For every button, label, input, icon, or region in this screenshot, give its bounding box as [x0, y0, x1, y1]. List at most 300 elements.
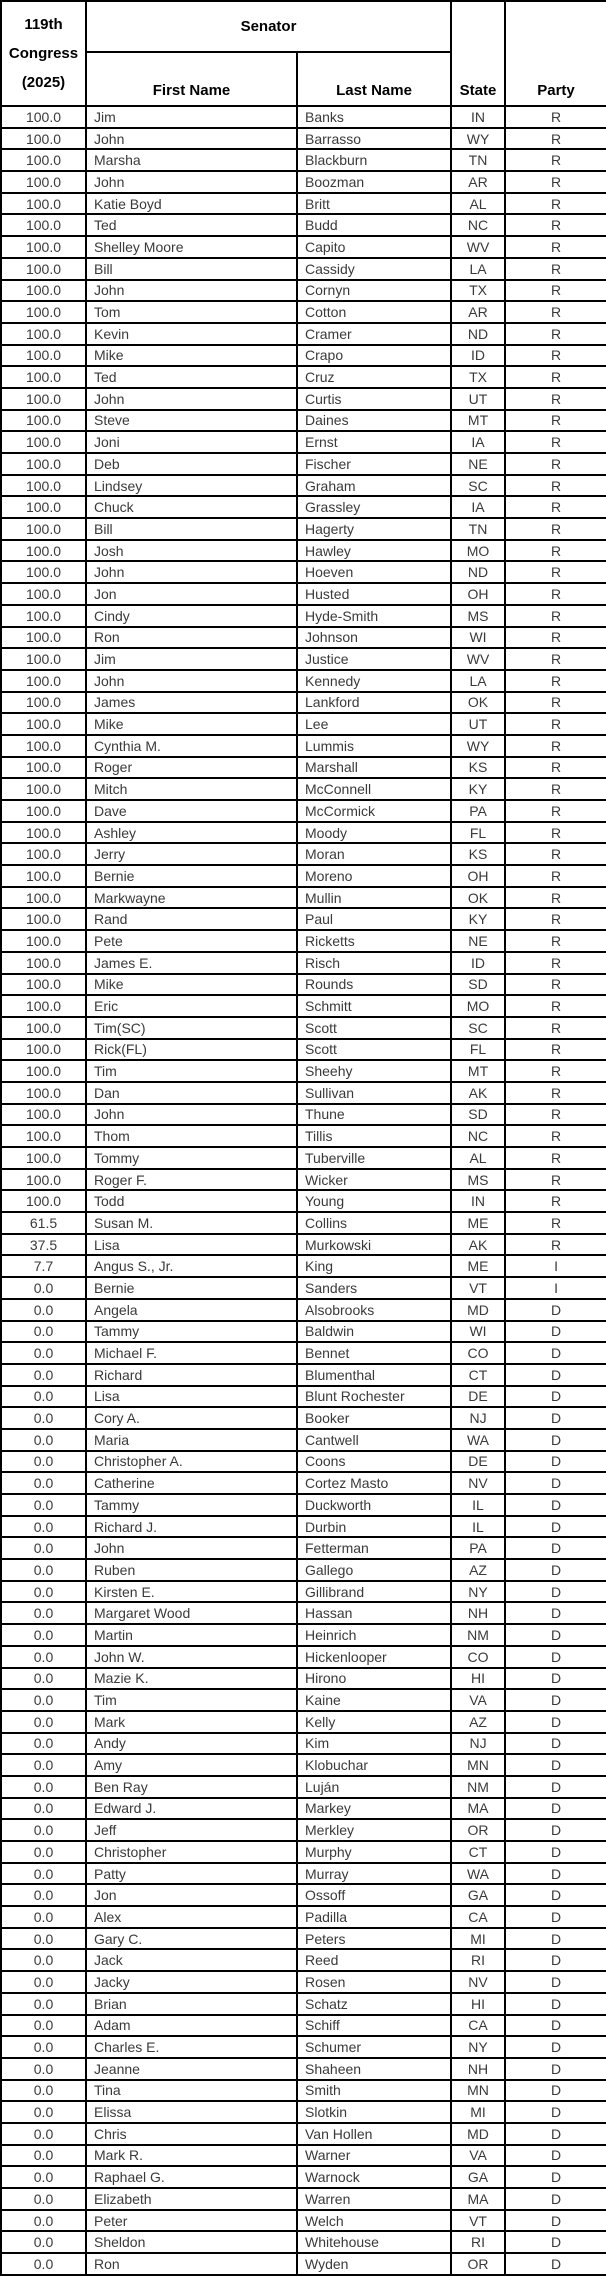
last-name-cell: Murphy: [297, 1841, 451, 1863]
state-cell: OR: [451, 1819, 505, 1841]
state-cell: AK: [451, 1082, 505, 1104]
party-cell: R: [505, 865, 606, 887]
state-cell: IN: [451, 1190, 505, 1212]
table-row: [1, 1993, 606, 2015]
table-row: [1, 2188, 606, 2210]
party-cell: R: [505, 366, 606, 388]
last-name-column-header: Last Name: [297, 52, 451, 106]
state-cell: CA: [451, 1906, 505, 1928]
first-name-cell: Mazie K.: [86, 1668, 297, 1690]
state-cell: SD: [451, 1104, 505, 1126]
party-cell: R: [505, 843, 606, 865]
first-name-cell: Todd: [86, 1190, 297, 1212]
first-name-cell: Alex: [86, 1906, 297, 1928]
party-cell: D: [505, 1386, 606, 1408]
score-cell: 100.0: [1, 930, 86, 952]
score-cell: 0.0: [1, 1364, 86, 1386]
score-cell: 0.0: [1, 1602, 86, 1624]
first-name-cell: Rand: [86, 908, 297, 930]
last-name-cell: Blackburn: [297, 149, 451, 171]
score-cell: 0.0: [1, 1819, 86, 1841]
table-row: [1, 865, 606, 887]
state-cell: KY: [451, 778, 505, 800]
table-row: [1, 952, 606, 974]
party-cell: D: [505, 1494, 606, 1516]
state-cell: FL: [451, 822, 505, 844]
score-cell: 100.0: [1, 800, 86, 822]
score-cell: 100.0: [1, 627, 86, 649]
last-name-cell: Marshall: [297, 757, 451, 779]
party-cell: R: [505, 735, 606, 757]
last-name-cell: Rosen: [297, 1971, 451, 1993]
party-cell: R: [505, 453, 606, 475]
first-name-cell: Mark R.: [86, 2145, 297, 2167]
first-name-cell: Michael F.: [86, 1342, 297, 1364]
state-cell: MI: [451, 1928, 505, 1950]
score-cell: 100.0: [1, 1125, 86, 1147]
table-row: [1, 1039, 606, 1061]
score-cell: 0.0: [1, 1559, 86, 1581]
state-cell: NH: [451, 1602, 505, 1624]
last-name-cell: Mullin: [297, 887, 451, 909]
score-cell: 0.0: [1, 1646, 86, 1668]
first-name-cell: Ted: [86, 366, 297, 388]
party-cell: D: [505, 1646, 606, 1668]
state-cell: WV: [451, 648, 505, 670]
party-cell: R: [505, 149, 606, 171]
last-name-cell: Graham: [297, 475, 451, 497]
party-cell: R: [505, 214, 606, 236]
party-cell: D: [505, 2253, 606, 2275]
table-row: [1, 1516, 606, 1538]
score-cell: 0.0: [1, 1516, 86, 1538]
congress-header-line3: (2025): [21, 74, 66, 91]
state-cell: AL: [451, 1147, 505, 1169]
first-name-cell: Lisa: [86, 1234, 297, 1256]
first-name-cell: Chris: [86, 2123, 297, 2145]
table-row: [1, 995, 606, 1017]
score-cell: 0.0: [1, 1451, 86, 1473]
state-cell: NJ: [451, 1733, 505, 1755]
table-row: [1, 908, 606, 930]
last-name-cell: Collins: [297, 1212, 451, 1234]
score-cell: 0.0: [1, 1624, 86, 1646]
party-cell: R: [505, 1169, 606, 1191]
last-name-cell: Schumer: [297, 2036, 451, 2058]
last-name-cell: Slotkin: [297, 2101, 451, 2123]
score-cell: 100.0: [1, 258, 86, 280]
party-cell: D: [505, 2080, 606, 2102]
first-name-cell: Tina: [86, 2080, 297, 2102]
congress-header-line2: Congress: [8, 45, 79, 62]
state-cell: VT: [451, 2210, 505, 2232]
last-name-cell: Markey: [297, 1798, 451, 1820]
table-row: [1, 258, 606, 280]
state-cell: MD: [451, 1299, 505, 1321]
party-cell: R: [505, 301, 606, 323]
party-cell: R: [505, 1082, 606, 1104]
first-name-cell: John: [86, 670, 297, 692]
score-cell: 100.0: [1, 735, 86, 757]
first-name-cell: John: [86, 388, 297, 410]
score-cell: 0.0: [1, 2210, 86, 2232]
party-cell: R: [505, 995, 606, 1017]
last-name-cell: Luján: [297, 1776, 451, 1798]
table-row: [1, 128, 606, 150]
table-row: [1, 1733, 606, 1755]
party-cell: R: [505, 345, 606, 367]
table-row: [1, 1711, 606, 1733]
party-cell: R: [505, 1212, 606, 1234]
table-row: [1, 2015, 606, 2037]
score-cell: 0.0: [1, 2058, 86, 2080]
last-name-cell: Heinrich: [297, 1624, 451, 1646]
table-row: [1, 648, 606, 670]
party-cell: D: [505, 1472, 606, 1494]
state-cell: KY: [451, 908, 505, 930]
table-row: [1, 1299, 606, 1321]
last-name-cell: Warnock: [297, 2166, 451, 2188]
last-name-cell: Young: [297, 1190, 451, 1212]
first-name-cell: Tom: [86, 301, 297, 323]
score-cell: 0.0: [1, 1884, 86, 1906]
senator-group-header: Senator: [86, 1, 451, 52]
state-cell: MS: [451, 1169, 505, 1191]
first-name-cell: Pete: [86, 930, 297, 952]
table-row: [1, 1147, 606, 1169]
last-name-cell: Ricketts: [297, 930, 451, 952]
congress-header-line1: 119th: [24, 16, 63, 33]
state-cell: RI: [451, 1949, 505, 1971]
state-cell: NY: [451, 1581, 505, 1603]
last-name-cell: Cramer: [297, 323, 451, 345]
score-cell: 0.0: [1, 2253, 86, 2275]
party-cell: R: [505, 561, 606, 583]
table-row: [1, 301, 606, 323]
score-cell: 100.0: [1, 778, 86, 800]
first-name-cell: Elizabeth: [86, 2188, 297, 2210]
state-cell: OR: [451, 2253, 505, 2275]
party-cell: R: [505, 1060, 606, 1082]
first-name-cell: Kirsten E.: [86, 1581, 297, 1603]
last-name-cell: Gillibrand: [297, 1581, 451, 1603]
last-name-cell: Tuberville: [297, 1147, 451, 1169]
last-name-cell: Justice: [297, 648, 451, 670]
last-name-cell: Hassan: [297, 1602, 451, 1624]
party-cell: R: [505, 713, 606, 735]
party-cell: D: [505, 2210, 606, 2232]
party-cell: R: [505, 1125, 606, 1147]
table-row: [1, 518, 606, 540]
table-row: [1, 1212, 606, 1234]
table-row: [1, 1602, 606, 1624]
state-cell: AL: [451, 193, 505, 215]
score-cell: 37.5: [1, 1234, 86, 1256]
table-row: [1, 540, 606, 562]
first-name-cell: Cindy: [86, 605, 297, 627]
party-cell: D: [505, 1993, 606, 2015]
first-name-cell: Richard J.: [86, 1516, 297, 1538]
score-cell: 0.0: [1, 1299, 86, 1321]
last-name-cell: Cruz: [297, 366, 451, 388]
first-name-cell: Tommy: [86, 1147, 297, 1169]
score-cell: 0.0: [1, 1754, 86, 1776]
state-cell: NM: [451, 1624, 505, 1646]
table-row: [1, 149, 606, 171]
table-row: [1, 236, 606, 258]
state-cell: ND: [451, 323, 505, 345]
score-cell: 100.0: [1, 323, 86, 345]
score-cell: 0.0: [1, 2080, 86, 2102]
party-cell: R: [505, 388, 606, 410]
table-row: [1, 583, 606, 605]
party-cell: R: [505, 583, 606, 605]
score-cell: 61.5: [1, 1212, 86, 1234]
first-name-cell: Andy: [86, 1733, 297, 1755]
last-name-cell: Duckworth: [297, 1494, 451, 1516]
table-row: [1, 1754, 606, 1776]
party-cell: R: [505, 974, 606, 996]
table-row: [1, 388, 606, 410]
table-row: [1, 1407, 606, 1429]
score-cell: 100.0: [1, 561, 86, 583]
party-cell: D: [505, 1949, 606, 1971]
score-cell: 100.0: [1, 1060, 86, 1082]
first-name-cell: Sheldon: [86, 2231, 297, 2253]
last-name-cell: Reed: [297, 1949, 451, 1971]
score-cell: 0.0: [1, 1277, 86, 1299]
score-cell: 100.0: [1, 345, 86, 367]
party-cell: R: [505, 822, 606, 844]
first-name-cell: Angela: [86, 1299, 297, 1321]
first-name-cell: Tammy: [86, 1321, 297, 1343]
score-cell: 100.0: [1, 1082, 86, 1104]
last-name-cell: Murkowski: [297, 1234, 451, 1256]
party-cell: D: [505, 1884, 606, 1906]
score-cell: 100.0: [1, 1017, 86, 1039]
table-row: [1, 974, 606, 996]
party-cell: R: [505, 323, 606, 345]
score-cell: 100.0: [1, 605, 86, 627]
party-cell: R: [505, 887, 606, 909]
state-cell: WA: [451, 1863, 505, 1885]
first-name-cell: Elissa: [86, 2101, 297, 2123]
party-cell: D: [505, 1776, 606, 1798]
first-name-cell: Ron: [86, 2253, 297, 2275]
last-name-cell: Schmitt: [297, 995, 451, 1017]
last-name-cell: Hyde-Smith: [297, 605, 451, 627]
party-cell: D: [505, 1689, 606, 1711]
state-cell: KS: [451, 843, 505, 865]
party-cell: I: [505, 1277, 606, 1299]
table-row: [1, 2058, 606, 2080]
state-cell: NC: [451, 1125, 505, 1147]
table-row: [1, 1104, 606, 1126]
score-cell: 100.0: [1, 301, 86, 323]
table-row: [1, 171, 606, 193]
score-cell: 0.0: [1, 2188, 86, 2210]
party-cell: R: [505, 518, 606, 540]
state-cell: ME: [451, 1255, 505, 1277]
table-row: [1, 453, 606, 475]
table-row: [1, 1949, 606, 1971]
last-name-cell: Lummis: [297, 735, 451, 757]
last-name-cell: Hoeven: [297, 561, 451, 583]
last-name-cell: Hagerty: [297, 518, 451, 540]
last-name-cell: Gallego: [297, 1559, 451, 1581]
score-cell: 0.0: [1, 1733, 86, 1755]
last-name-cell: Grassley: [297, 496, 451, 518]
state-cell: MI: [451, 2101, 505, 2123]
score-cell: 0.0: [1, 1689, 86, 1711]
last-name-cell: Welch: [297, 2210, 451, 2232]
table-header: [1, 1, 606, 106]
first-name-cell: Tim: [86, 1689, 297, 1711]
first-name-cell: John: [86, 1537, 297, 1559]
state-cell: MA: [451, 1798, 505, 1820]
last-name-cell: Scott: [297, 1039, 451, 1061]
score-cell: 0.0: [1, 2015, 86, 2037]
table-row: [1, 1321, 606, 1343]
score-cell: 100.0: [1, 1147, 86, 1169]
first-name-cell: Ben Ray: [86, 1776, 297, 1798]
party-cell: D: [505, 2231, 606, 2253]
score-cell: 0.0: [1, 2101, 86, 2123]
first-name-cell: John: [86, 171, 297, 193]
state-cell: SD: [451, 974, 505, 996]
table-row: [1, 2231, 606, 2253]
state-cell: ME: [451, 1212, 505, 1234]
table-row: [1, 214, 606, 236]
table-row: [1, 496, 606, 518]
state-cell: NY: [451, 2036, 505, 2058]
party-cell: R: [505, 475, 606, 497]
last-name-cell: Klobuchar: [297, 1754, 451, 1776]
first-name-cell: John W.: [86, 1646, 297, 1668]
table-row: [1, 106, 606, 128]
party-cell: D: [505, 1559, 606, 1581]
table-row: [1, 2123, 606, 2145]
party-cell: R: [505, 236, 606, 258]
first-name-cell: Mark: [86, 1711, 297, 1733]
table-row: [1, 345, 606, 367]
party-cell: R: [505, 280, 606, 302]
party-cell: D: [505, 1971, 606, 1993]
table-row: [1, 2145, 606, 2167]
party-cell: R: [505, 106, 606, 128]
state-cell: MT: [451, 1060, 505, 1082]
first-name-cell: Rick(FL): [86, 1039, 297, 1061]
last-name-cell: Hawley: [297, 540, 451, 562]
first-name-cell: Peter: [86, 2210, 297, 2232]
first-name-cell: Steve: [86, 410, 297, 432]
state-cell: AZ: [451, 1559, 505, 1581]
party-cell: D: [505, 1624, 606, 1646]
state-cell: OH: [451, 583, 505, 605]
score-cell: 0.0: [1, 1798, 86, 1820]
score-cell: 100.0: [1, 193, 86, 215]
state-cell: CT: [451, 1841, 505, 1863]
score-cell: 0.0: [1, 1711, 86, 1733]
table-row: [1, 366, 606, 388]
table-row: [1, 778, 606, 800]
last-name-cell: Cortez Masto: [297, 1472, 451, 1494]
state-cell: ID: [451, 345, 505, 367]
first-name-cell: Susan M.: [86, 1212, 297, 1234]
party-cell: D: [505, 1321, 606, 1343]
party-cell: R: [505, 908, 606, 930]
party-cell: D: [505, 1928, 606, 1950]
table-row: [1, 1429, 606, 1451]
table-row: [1, 1776, 606, 1798]
last-name-cell: Schiff: [297, 2015, 451, 2037]
party-cell: R: [505, 757, 606, 779]
table-row: [1, 2101, 606, 2123]
last-name-cell: Daines: [297, 410, 451, 432]
score-cell: 100.0: [1, 995, 86, 1017]
state-cell: WV: [451, 236, 505, 258]
last-name-cell: Cotton: [297, 301, 451, 323]
party-cell: R: [505, 648, 606, 670]
first-name-cell: Gary C.: [86, 1928, 297, 1950]
party-cell: D: [505, 2101, 606, 2123]
score-cell: 100.0: [1, 1039, 86, 1061]
party-cell: D: [505, 1668, 606, 1690]
first-name-cell: Ashley: [86, 822, 297, 844]
table-row: [1, 1537, 606, 1559]
table-row: [1, 735, 606, 757]
party-cell: D: [505, 1451, 606, 1473]
last-name-cell: Schatz: [297, 1993, 451, 2015]
first-name-cell: Kevin: [86, 323, 297, 345]
first-name-cell: Tim: [86, 1060, 297, 1082]
last-name-cell: Moreno: [297, 865, 451, 887]
state-cell: NC: [451, 214, 505, 236]
state-cell: IN: [451, 106, 505, 128]
state-cell: VA: [451, 1689, 505, 1711]
state-cell: HI: [451, 1993, 505, 2015]
score-cell: 100.0: [1, 692, 86, 714]
table-row: [1, 822, 606, 844]
state-cell: TX: [451, 366, 505, 388]
last-name-cell: Risch: [297, 952, 451, 974]
last-name-cell: Ernst: [297, 431, 451, 453]
first-name-cell: Lindsey: [86, 475, 297, 497]
first-name-cell: John: [86, 1104, 297, 1126]
last-name-cell: Curtis: [297, 388, 451, 410]
table-row: [1, 2166, 606, 2188]
last-name-cell: Kennedy: [297, 670, 451, 692]
state-cell: IA: [451, 431, 505, 453]
score-cell: 0.0: [1, 2166, 86, 2188]
party-cell: R: [505, 952, 606, 974]
score-cell: 0.0: [1, 1841, 86, 1863]
party-cell: R: [505, 627, 606, 649]
table-row: [1, 1451, 606, 1473]
table-row: [1, 280, 606, 302]
score-cell: 100.0: [1, 475, 86, 497]
party-cell: R: [505, 800, 606, 822]
last-name-cell: Crapo: [297, 345, 451, 367]
score-cell: 100.0: [1, 149, 86, 171]
state-cell: PA: [451, 800, 505, 822]
first-name-cell: Bill: [86, 258, 297, 280]
last-name-cell: Coons: [297, 1451, 451, 1473]
party-cell: D: [505, 1841, 606, 1863]
state-cell: GA: [451, 2166, 505, 2188]
first-name-cell: Jeanne: [86, 2058, 297, 2080]
score-cell: 0.0: [1, 1668, 86, 1690]
